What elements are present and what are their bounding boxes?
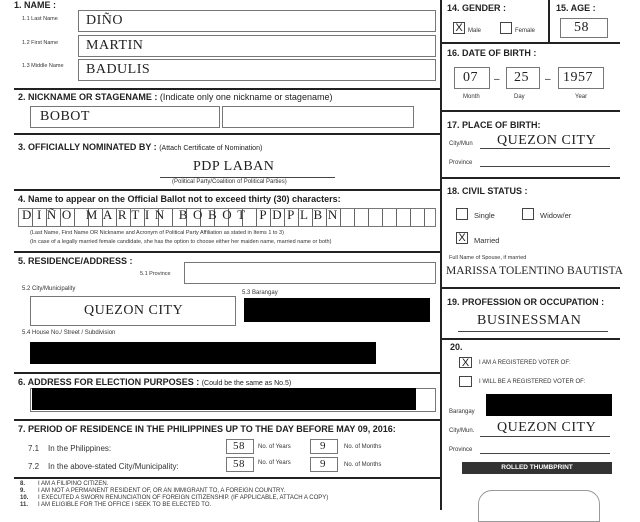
dob-year: 1957 [563,70,593,85]
pob-province-line [480,166,610,167]
age-value: 58 [574,20,589,35]
nominated-caption: (Political Party/Coalition of Political Parties) [172,179,287,185]
registered-voter-label: I AM A REGISTERED VOTER OF: [479,360,571,366]
redacted-barangay [244,298,430,322]
gender-label: 14. GENDER : [447,3,507,13]
married-checkbox[interactable]: X [456,232,468,244]
ballot-note-1: (Last Name, First Name OR Nickname and Acronym of Political Party Affiliation as stated in Items 1 to 3) [30,230,284,236]
married-label: Married [474,236,500,245]
r2-years: 58 [233,458,245,470]
divider [441,338,620,340]
r2-num: 7.2 [28,462,40,471]
r2-months: 9 [320,458,326,470]
voter-city: QUEZON CITY [497,420,597,435]
dash: – [494,74,500,85]
name-label: 1. NAME : [14,0,57,10]
civil-status-label: 18. CIVIL STATUS : [447,186,528,196]
divider [14,372,440,374]
spouse-label: Full Name of Spouse, if married [449,255,527,261]
province-label: 5.1 Province [140,271,171,277]
r2-label: In the above-stated City/Municipality: [48,462,179,471]
city-label: 5.2 City/Municipality [22,286,76,292]
gender-age-divider [548,0,550,42]
nickname-label: 2. NICKNAME OR STAGENAME : (Indicate only one nickname or stagename) [18,92,333,102]
s10-num: 10. [20,495,29,501]
divider [14,189,440,191]
ballot-name-value: DIÑO MARTIN BOBOT PDPLBN [22,207,343,222]
profession-line [458,331,608,332]
voter-province-line [480,453,610,454]
divider [441,177,620,179]
widow-label: Widow/er [540,211,572,220]
middle-name-value: BADULIS [86,62,151,77]
divider [14,477,440,479]
divider [14,251,440,253]
pob-city: QUEZON CITY [497,133,597,148]
r1-label: In the Philippines: [48,444,112,453]
voter-province-label: Province [449,447,473,453]
s10-text: I EXECUTED A SWORN RENUNCIATION OF FOREIGN CITIZENSHIP. (IF APPLICABLE, ATTACH A COPY) [38,495,329,501]
male-label: Male [468,28,482,34]
age-label: 15. AGE : [556,3,596,13]
voter-city-line [480,436,610,437]
last-name-value: DIÑO [86,13,123,28]
pob-province-label: Province [449,160,473,166]
redacted-voter-barangay [486,394,612,416]
profession-value: BUSINESSMAN [477,313,582,328]
first-name-value: MARTIN [86,38,144,53]
divider [14,88,440,90]
first-name-label: 1.2 First Name [22,40,59,46]
profession-label: 19. PROFESSION OR OCCUPATION : [447,297,605,307]
thumbprint-header: ROLLED THUMBPRINT [462,462,612,474]
residence-label: 5. RESIDENCE/ADDRESS : [18,256,133,266]
registered-voter-checkbox[interactable]: X [459,357,472,368]
election-address-label: 6. ADDRESS FOR ELECTION PURPOSES : (Could be the same as No.5) [18,377,292,387]
s11-text: I AM ELIGIBLE FOR THE OFFICE I SEEK TO BE ELECTED TO. [38,502,212,508]
voter-city-label: City/Mun. [449,428,475,434]
residence-period-label: 7. PERIOD OF RESIDENCE IN THE PHILIPPINES UP TO THE DAY BEFORE MAY 09, 2016: [18,424,396,434]
male-checkbox[interactable]: X [453,22,465,34]
province-field[interactable] [184,262,436,284]
voter-label: 20. [450,342,463,352]
month-label: Month [463,94,480,100]
divider [14,419,440,421]
s9-num: 9. [20,488,26,494]
female-label: Female [515,28,536,34]
dob-day: 25 [514,70,529,85]
last-name-field[interactable] [78,10,436,32]
day-label: Day [514,94,525,100]
pob-label: 17. PLACE OF BIRTH: [447,120,541,130]
column-separator [440,0,442,510]
nickname-field-extra[interactable] [222,106,414,128]
dash: – [545,74,551,85]
will-register-checkbox[interactable] [459,376,472,387]
r1-years: 58 [233,440,245,452]
months-label: No. of Months [344,444,382,450]
middle-name-label: 1.3 Middle Name [22,63,64,69]
s8-text: I AM A FILIPINO CITIZEN. [38,481,109,487]
divider [441,42,620,44]
divider [14,133,440,135]
months-label-2: No. of Months [344,462,382,468]
nominated-label: 3. OFFICIALLY NOMINATED BY : (Attach Certificate of Nomination) [18,142,263,152]
nominated-underline [160,177,335,178]
thumbprint-box [478,490,600,522]
barangay-label: 5.3 Barangay [242,290,278,296]
female-checkbox[interactable] [500,22,512,34]
divider [441,110,620,112]
pob-city-line [480,148,610,149]
r1-months: 9 [320,440,326,452]
s9-text: I AM NOT A PERMANENT RESIDENT OF, OR AN IMMIGRANT TO, A FOREIGN COUNTRY. [38,488,286,494]
single-checkbox[interactable] [456,208,468,220]
ballot-name-label: 4. Name to appear on the Official Ballot not to exceed thirty (30) characters: [18,194,341,204]
house-label: 5.4 House No./ Street / Subdivision [22,330,116,336]
city-value: QUEZON CITY [84,303,184,318]
redacted-election-address [32,388,416,410]
will-register-label: I WILL BE A REGISTERED VOTER OF: [479,379,586,385]
redacted-house [30,342,376,364]
divider [441,287,620,289]
years-label: No. of Years [258,444,291,450]
s8-num: 8. [20,481,26,487]
r1-num: 7.1 [28,444,40,453]
widow-checkbox[interactable] [522,208,534,220]
dob-month: 07 [463,70,478,85]
single-label: Single [474,211,495,220]
s11-num: 11. [20,502,29,508]
pob-city-label: City/Mun [449,141,473,147]
dob-label: 16. DATE OF BIRTH : [447,48,537,58]
ballot-note-2: (In case of a legally married female candidate, she has the option to choose either her maiden name, married name or both) [30,239,332,245]
year-label: Year [575,94,588,100]
years-label-2: No. of Years [258,460,291,466]
spouse-value: MARISSA TOLENTINO BAUTISTA [446,265,623,277]
nominated-value: PDP LABAN [193,159,275,174]
voter-barangay-label: Barangay [449,409,475,415]
nickname-value: BOBOT [40,109,90,124]
last-name-label: 1.1 Last Name [22,16,58,22]
